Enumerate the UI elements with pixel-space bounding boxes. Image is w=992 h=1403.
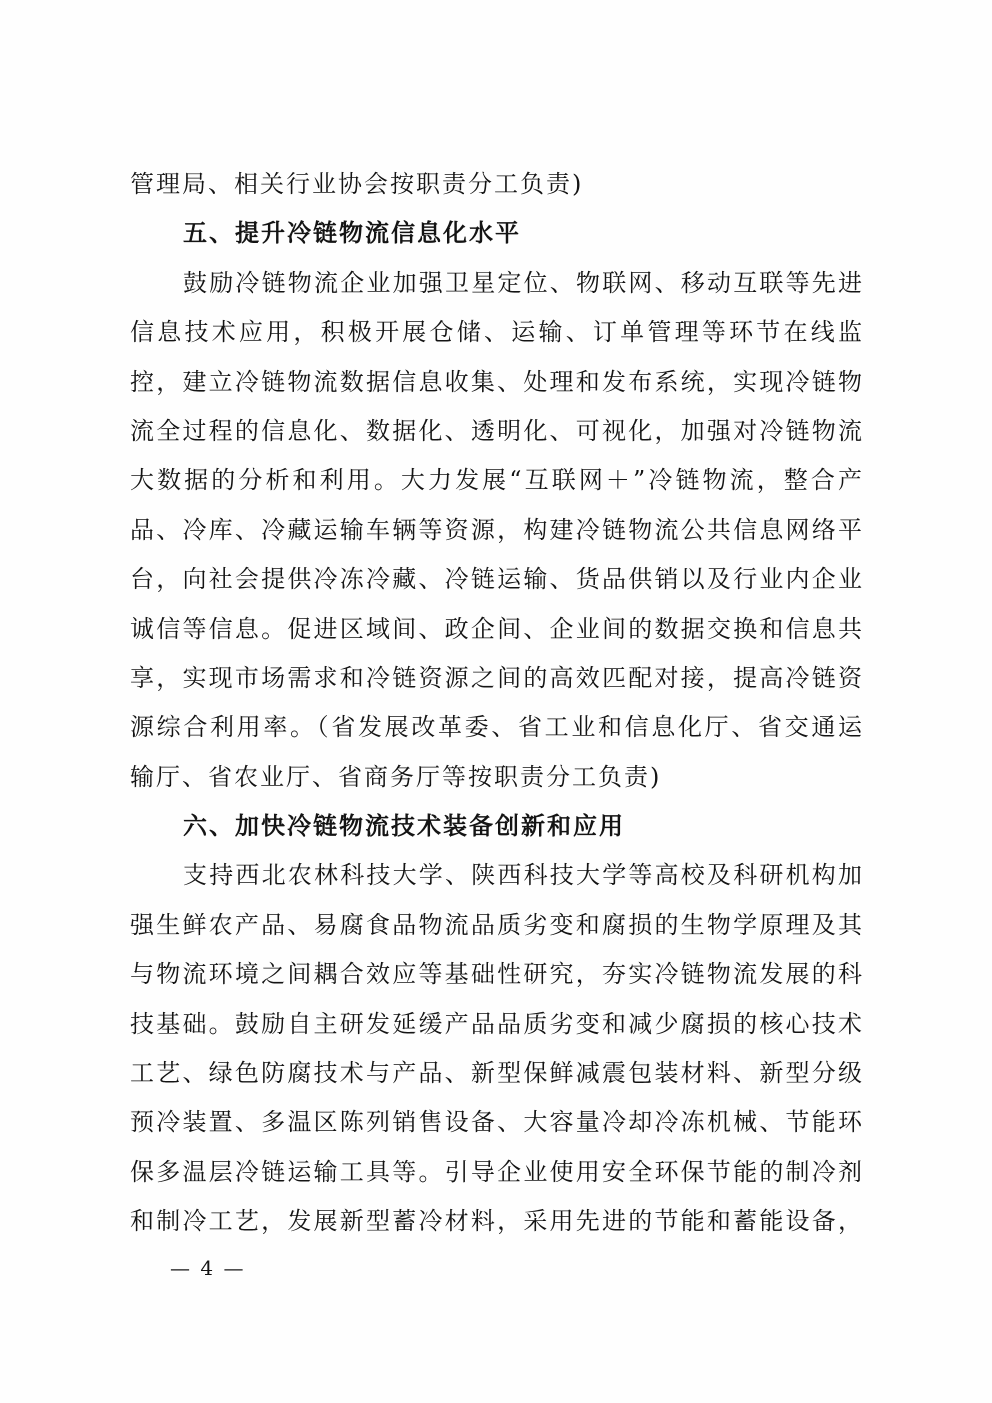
body-line: 鼓励冷链物流企业加强卫星定位、物联网、移动互联等先进: [183, 268, 862, 297]
body-line: 大数据的分析和利用。大力发展“互联网＋”冷链物流，整合产: [130, 466, 862, 495]
body-line: 控，建立冷链物流数据信息收集、处理和发布系统，实现冷链物: [130, 367, 862, 396]
body-line: 享，实现市场需求和冷链资源之间的高效匹配对接，提高冷链资: [130, 663, 862, 692]
body-line: 技基础。鼓励自主研发延缓产品品质劣变和减少腐损的核心技术: [130, 1009, 862, 1038]
body-line: 工艺、绿色防腐技术与产品、新型保鲜减震包装材料、新型分级: [130, 1059, 862, 1088]
body-line: 保多温层冷链运输工具等。引导企业使用安全环保节能的制冷剂: [130, 1157, 862, 1186]
section-heading-6: 六、加快冷链物流技术装备创新和应用: [183, 812, 625, 841]
body-line: 预冷装置、多温区陈列销售设备、大容量冷却冷冻机械、节能环: [130, 1108, 862, 1137]
body-line: 台，向社会提供冷冻冷藏、冷链运输、货品供销以及行业内企业: [130, 565, 862, 594]
body-line: 流全过程的信息化、数据化、透明化、可视化，加强对冷链物流: [130, 416, 862, 445]
body-line: 支持西北农林科技大学、陕西科技大学等高校及科研机构加: [183, 861, 862, 890]
body-line: 品、冷库、冷藏运输车辆等资源，构建冷链物流公共信息网络平: [130, 515, 862, 544]
section-heading-5: 五、提升冷链物流信息化水平: [183, 219, 521, 248]
body-line: 源综合利用率。（省发展改革委、省工业和信息化厅、省交通运: [130, 713, 862, 742]
body-line: 诚信等信息。促进区域间、政企间、企业间的数据交换和信息共: [130, 614, 862, 643]
body-line-last: 输厅、省农业厅、省商务厅等按职责分工负责): [130, 762, 662, 791]
body-line: 信息技术应用，积极开展仓储、运输、订单管理等环节在线监: [130, 318, 862, 347]
continuation-line: 管理局、相关行业协会按职责分工负责): [130, 170, 584, 198]
body-line: 与物流环境之间耦合效应等基础性研究，夯实冷链物流发展的科: [130, 960, 862, 989]
document-page: [130, 160, 862, 1247]
body-line: 和制冷工艺，发展新型蓄冷材料，采用先进的节能和蓄能设备，: [130, 1207, 862, 1236]
body-line: 强生鲜农产品、易腐食品物流品质劣变和腐损的生物学原理及其: [130, 910, 862, 939]
page-number: — 4 —: [170, 1256, 246, 1280]
